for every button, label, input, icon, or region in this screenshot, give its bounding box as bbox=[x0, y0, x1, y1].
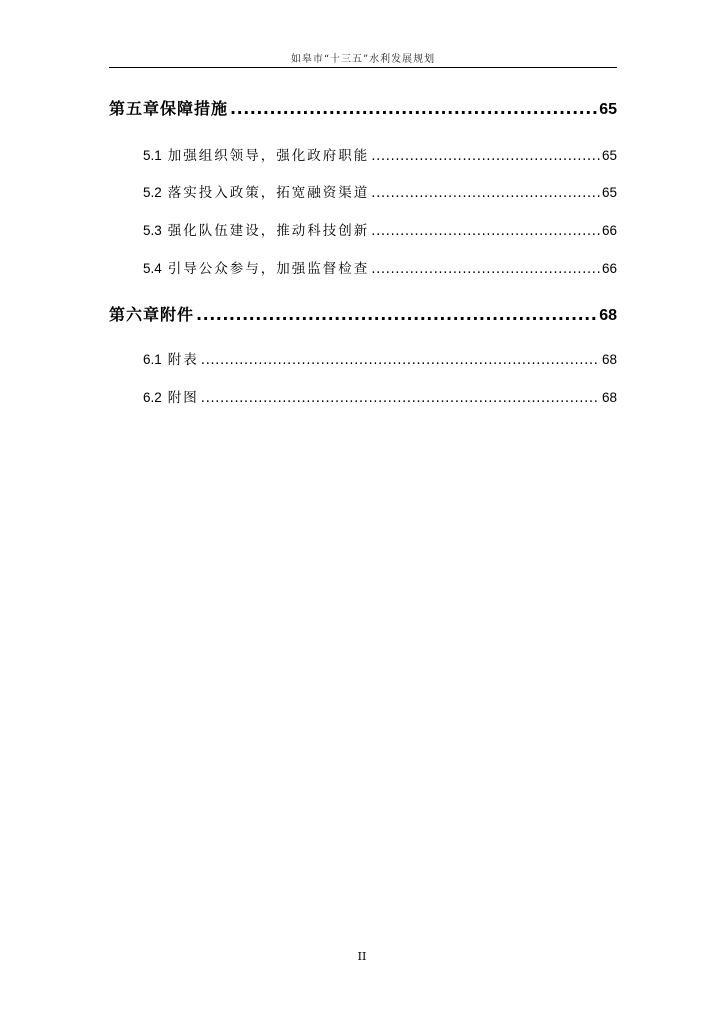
section-page-number: 65 bbox=[601, 148, 617, 163]
toc-section-5-3[interactable] bbox=[109, 219, 617, 239]
dot-leader bbox=[201, 352, 600, 368]
section-title: 附表 bbox=[167, 352, 199, 368]
section-title: 加强组织领导，强化政府职能 bbox=[167, 148, 370, 164]
section-page-number: 68 bbox=[601, 352, 617, 367]
chapter-page-number: 65 bbox=[599, 101, 617, 118]
section-number: 5.3 bbox=[143, 223, 162, 238]
dot-leader bbox=[371, 185, 600, 201]
dot-leader bbox=[371, 261, 600, 277]
toc-chapter-6[interactable] bbox=[109, 302, 617, 325]
section-page-number: 68 bbox=[601, 390, 617, 405]
toc-chapter-5[interactable] bbox=[109, 96, 617, 119]
dot-leader bbox=[196, 305, 597, 324]
chapter-page-number: 68 bbox=[599, 307, 617, 324]
dot-leader bbox=[230, 99, 597, 118]
section-title: 强化队伍建设，推动科技创新 bbox=[167, 223, 370, 239]
toc-section-5-1[interactable] bbox=[109, 144, 617, 164]
running-header: 如皋市“十三五”水利发展规划 bbox=[290, 54, 436, 65]
chapter-title: 附件 bbox=[160, 305, 195, 324]
chapter-title: 保障措施 bbox=[160, 99, 229, 118]
section-number: 5.2 bbox=[143, 185, 162, 200]
page-footer-number: II bbox=[357, 950, 367, 963]
dot-leader bbox=[371, 223, 600, 239]
section-page-number: 66 bbox=[601, 223, 617, 238]
toc-section-5-2[interactable] bbox=[109, 181, 617, 201]
toc-section-6-2[interactable] bbox=[109, 386, 617, 406]
dot-leader bbox=[371, 148, 600, 164]
section-page-number: 66 bbox=[601, 261, 617, 276]
section-number: 6.2 bbox=[143, 390, 162, 405]
section-title: 落实投入政策，拓宽融资渠道 bbox=[167, 185, 370, 201]
section-title: 附图 bbox=[167, 390, 199, 406]
section-number: 6.1 bbox=[143, 352, 162, 367]
section-title: 引导公众参与，加强监督检查 bbox=[167, 261, 370, 277]
section-number: 5.4 bbox=[143, 261, 162, 276]
chapter-number: 第六章 bbox=[109, 305, 161, 324]
toc-section-5-4[interactable] bbox=[109, 257, 617, 277]
section-number: 5.1 bbox=[143, 148, 162, 163]
chapter-number: 第五章 bbox=[109, 99, 161, 118]
section-page-number: 65 bbox=[601, 185, 617, 200]
header-rule bbox=[109, 67, 617, 68]
dot-leader bbox=[201, 390, 600, 406]
toc-section-6-1[interactable] bbox=[109, 348, 617, 368]
